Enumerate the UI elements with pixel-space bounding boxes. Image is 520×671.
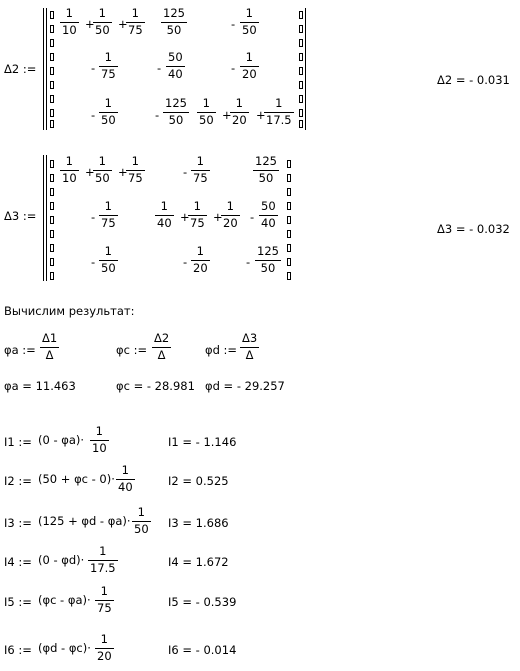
minus-sign: -	[246, 255, 251, 269]
placeholder-box	[50, 109, 54, 117]
current-result: I4 = 1.672	[168, 555, 229, 569]
fraction: 1 75	[190, 199, 205, 230]
placeholder-box	[287, 272, 291, 280]
fraction: 1 75	[128, 6, 143, 37]
placeholder-box	[50, 67, 54, 75]
placeholder-box	[50, 258, 54, 266]
minus-sign: -	[250, 210, 255, 224]
placeholder-box	[50, 272, 54, 280]
minus-sign: -	[183, 255, 188, 269]
fraction: 1 20	[193, 244, 208, 275]
minus-sign: -	[91, 108, 96, 122]
fraction: 125 50	[165, 96, 187, 127]
placeholder-box	[299, 81, 303, 89]
current-result: I2 = 0.525	[168, 474, 229, 488]
minus-sign: -	[91, 255, 96, 269]
plus-sign: +	[213, 210, 223, 224]
placeholder-box	[287, 258, 291, 266]
fraction: Δ3 Δ	[242, 331, 258, 362]
fraction: 1 75	[97, 584, 112, 615]
placeholder-box	[50, 216, 54, 224]
fraction: 1 50	[101, 96, 116, 127]
delta3-result: Δ3 = - 0.032	[437, 222, 510, 236]
fraction: 1 17.5	[90, 544, 116, 575]
placeholder-box	[299, 95, 303, 103]
fraction: Δ2 Δ	[154, 331, 170, 362]
phi-c-label: φc :=	[116, 343, 148, 357]
plus-sign: +	[85, 165, 95, 179]
placeholder-box	[299, 39, 303, 47]
fraction: 50 40	[168, 50, 183, 81]
current-expression: (125 + φd - φa)·	[38, 514, 131, 528]
placeholder-box	[50, 244, 54, 252]
plus-sign: +	[118, 17, 128, 31]
fraction: 1 20	[97, 632, 112, 663]
current-result: I1 = - 1.146	[168, 435, 237, 449]
minus-sign: -	[231, 17, 236, 31]
fraction: Δ1 Δ	[42, 331, 58, 362]
delta3-label: Δ3 :=	[4, 209, 37, 223]
current-result: I6 = - 0.014	[168, 643, 237, 657]
delta2-label: Δ2 :=	[4, 62, 37, 76]
placeholder-box	[50, 174, 54, 182]
fraction: 1 75	[128, 154, 143, 185]
fraction: 1 50	[242, 6, 257, 37]
current-label: I1 :=	[4, 435, 32, 449]
fraction: 1 40	[157, 199, 172, 230]
placeholder-box	[50, 25, 54, 33]
delta2-right-bracket	[305, 8, 306, 130]
placeholder-box	[50, 160, 54, 168]
delta2-left-bracket-inner	[46, 8, 47, 130]
minus-sign: -	[157, 61, 162, 75]
current-label: I6 :=	[4, 643, 32, 657]
placeholder-box	[287, 216, 291, 224]
minus-sign: -	[91, 61, 96, 75]
plus-sign: +	[85, 17, 95, 31]
current-expression: (0 - φa)·	[38, 433, 85, 447]
fraction: 1 50	[101, 244, 116, 275]
plus-sign: +	[256, 108, 266, 122]
fraction: 1 50	[199, 96, 214, 127]
placeholder-box	[50, 53, 54, 61]
fraction: 125 50	[257, 244, 279, 275]
placeholder-box	[299, 25, 303, 33]
current-expression: (50 + φc - 0)·	[38, 472, 115, 486]
fraction: 125 50	[163, 6, 185, 37]
phi-a-result: φa = 11.463	[4, 379, 76, 393]
fraction: 1 50	[134, 505, 149, 536]
fraction: 1 50	[95, 6, 110, 37]
placeholder-box	[50, 95, 54, 103]
current-expression: (0 - φd)·	[38, 553, 85, 567]
fraction: 1 17.5	[266, 96, 292, 127]
section-heading: Вычислим результат:	[4, 304, 135, 318]
placeholder-box	[299, 109, 303, 117]
placeholder-box	[50, 202, 54, 210]
delta3-left-bracket-inner	[46, 155, 47, 281]
fraction: 1 40	[118, 463, 133, 494]
fraction: 1 10	[92, 424, 107, 455]
placeholder-box	[299, 53, 303, 61]
fraction: 1 75	[193, 154, 208, 185]
delta2-result: Δ2 = - 0.031	[437, 73, 510, 87]
fraction: 1 10	[62, 6, 77, 37]
fraction: 1 20	[242, 50, 257, 81]
placeholder-box	[50, 39, 54, 47]
plus-sign: +	[222, 108, 232, 122]
current-result: I5 = - 0.539	[168, 595, 237, 609]
placeholder-box	[287, 230, 291, 238]
placeholder-box	[299, 120, 303, 128]
current-result: I3 = 1.686	[168, 516, 229, 530]
placeholder-box	[50, 230, 54, 238]
phi-d-result: φd = - 29.257	[205, 379, 285, 393]
current-expression: (φc - φa)·	[38, 593, 91, 607]
minus-sign: -	[91, 210, 96, 224]
placeholder-box	[287, 202, 291, 210]
delta2-left-bracket	[43, 8, 44, 130]
placeholder-box	[50, 81, 54, 89]
delta3-left-bracket	[43, 155, 44, 281]
phi-a-label: φa :=	[4, 343, 36, 357]
placeholder-box	[299, 11, 303, 19]
placeholder-box	[287, 174, 291, 182]
placeholder-box	[50, 188, 54, 196]
plus-sign: +	[180, 210, 190, 224]
minus-sign: -	[183, 165, 188, 179]
placeholder-box	[287, 244, 291, 252]
minus-sign: -	[155, 108, 160, 122]
fraction: 1 75	[101, 199, 116, 230]
plus-sign: +	[118, 165, 128, 179]
current-label: I3 :=	[4, 516, 32, 530]
fraction: 1 50	[95, 154, 110, 185]
fraction: 125 50	[255, 154, 277, 185]
phi-c-result: φc = - 28.981	[116, 379, 195, 393]
placeholder-box	[50, 120, 54, 128]
placeholder-box	[299, 67, 303, 75]
current-label: I5 :=	[4, 595, 32, 609]
fraction: 1 20	[232, 96, 247, 127]
minus-sign: -	[231, 61, 236, 75]
fraction: 50 40	[261, 199, 276, 230]
placeholder-box	[287, 160, 291, 168]
placeholder-box	[50, 11, 54, 19]
fraction: 1 20	[223, 199, 238, 230]
placeholder-box	[287, 188, 291, 196]
fraction: 1 75	[101, 50, 116, 81]
current-expression: (φd - φc)·	[38, 641, 91, 655]
phi-d-label: φd :=	[205, 343, 238, 357]
current-label: I2 :=	[4, 474, 32, 488]
current-label: I4 :=	[4, 555, 32, 569]
fraction: 1 10	[62, 154, 77, 185]
